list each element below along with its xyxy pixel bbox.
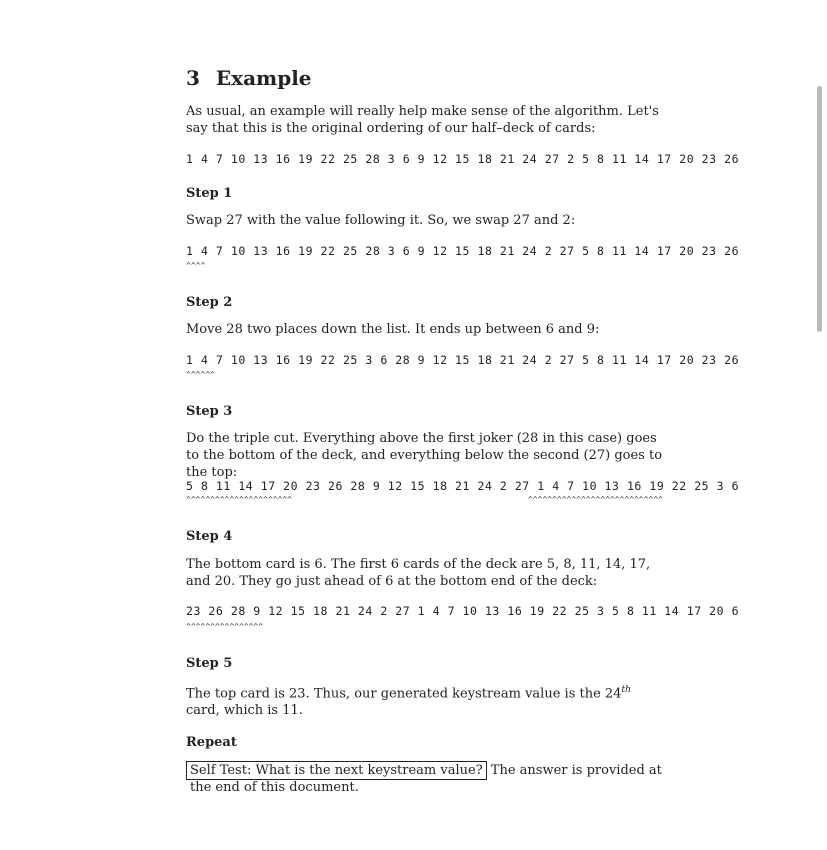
step-5-heading: Step 5 xyxy=(186,656,233,671)
step-5-text-after: card, which is 11. xyxy=(186,703,303,719)
step-3-marks-left: ^^^^^^^^^^^^^^^^^^^^^^ xyxy=(186,495,292,504)
original-sequence: 1 4 7 10 13 16 19 22 25 28 3 6 9 12 15 18 21 24 27 2 5 8 11 14 17 20 23 26 xyxy=(186,152,740,166)
repeat-paragraph xyxy=(190,762,666,796)
section-number: 3 xyxy=(186,66,200,90)
step-3-heading: Step 3 xyxy=(186,404,233,419)
section-title xyxy=(186,66,312,90)
step-4-sequence: 23 26 28 9 12 15 18 21 24 2 27 1 4 7 10 13 16 19 22 25 3 5 8 11 14 17 20 6 xyxy=(186,604,740,618)
step-2-text: Move 28 two places down the list. It ends up between 6 and 9: xyxy=(186,322,600,337)
step-1-sequence: 1 4 7 10 13 16 19 22 25 28 3 6 9 12 15 18 21 24 2 27 5 8 11 14 17 20 23 26 xyxy=(186,244,740,258)
step-5-text-before: The top card is 23. Thus, our generated keystream value is the 24 xyxy=(186,686,622,702)
self-test-box: Self Test: What is the next keystream value? xyxy=(186,761,487,780)
step-3-sequence: 5 8 11 14 17 20 23 26 28 9 12 15 18 21 24 2 27 1 4 7 10 13 16 19 22 25 3 6 xyxy=(186,479,740,493)
section-title-text: Example xyxy=(215,66,312,90)
step-4-marks: ^^^^^^^^^^^^^^^^ xyxy=(186,622,264,631)
repeat-text: The answer is provided at the end of this document. xyxy=(190,763,662,795)
step-5-superscript: th xyxy=(621,685,631,695)
step-2-sequence: 1 4 7 10 13 16 19 22 25 3 6 28 9 12 15 18 21 24 2 27 5 8 11 14 17 20 23 26 xyxy=(186,353,740,367)
vertical-scrollbar[interactable] xyxy=(817,86,822,332)
repeat-heading: Repeat xyxy=(186,735,237,750)
step-5-text xyxy=(186,682,666,719)
step-1-heading: Step 1 xyxy=(186,186,233,201)
step-4-text: The bottom card is 6. The first 6 cards of the deck are 5, 8, 11, 14, 17, and 20. They go just ahead of 6 at the bottom end of the deck: xyxy=(186,557,651,589)
step-2-marks: ^^^^^^ xyxy=(186,370,215,379)
step-3-text: Do the triple cut. Everything above the first joker (28 in this case) goes to the bottom of the deck, and everything below the second (27) goes to the top: xyxy=(186,431,663,480)
step-2-heading: Step 2 xyxy=(186,295,233,310)
step-3-marks-right: ^^^^^^^^^^^^^^^^^^^^^^^^^^^^ xyxy=(528,495,663,504)
step-1-marks: ^^^^ xyxy=(186,261,206,270)
step-1-text: Swap 27 with the value following it. So, we swap 27 and 2: xyxy=(186,213,576,228)
intro-paragraph: As usual, an example will really help make sense of the algorithm. Let's say that this is the original ordering of our half–deck of cards: xyxy=(186,104,659,136)
step-4-heading: Step 4 xyxy=(186,529,233,544)
